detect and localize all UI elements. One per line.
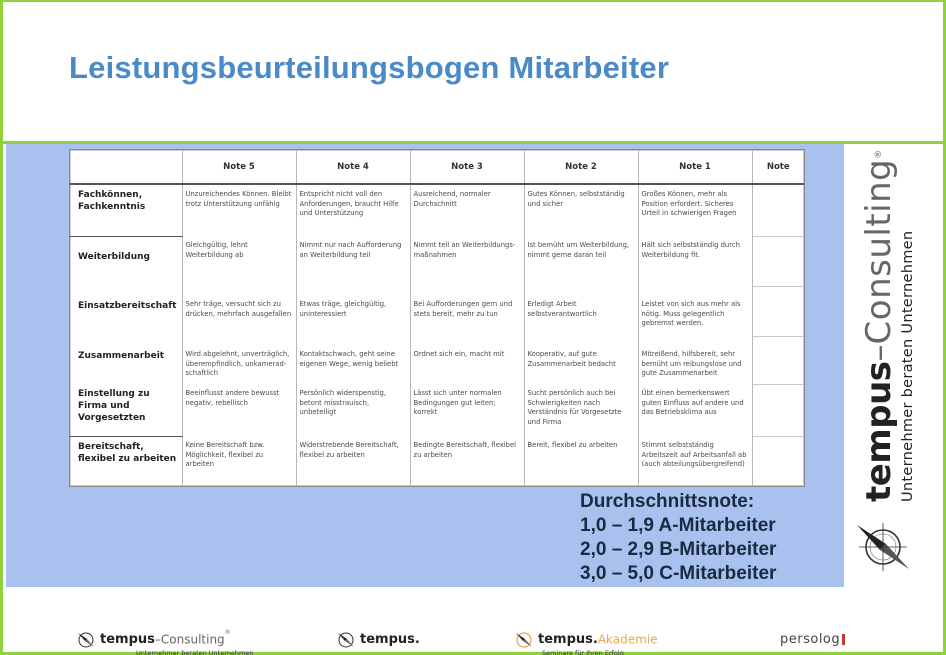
brand-logo-vertical <box>859 149 946 502</box>
criterion-label: Einstellung zu Firma und Vorgesetzten <box>70 384 182 436</box>
table-cell: Ordnet sich ein, macht mit <box>410 336 524 384</box>
grade-cell <box>752 336 804 384</box>
table-cell: Ausreichend, normaler Durchschnitt <box>410 184 524 236</box>
table-row <box>70 384 804 436</box>
footer-logo-persolog <box>780 629 845 648</box>
table-row <box>70 336 804 384</box>
table-cell: Entspricht nicht voll den Anforderungen, braucht Hilfe und Unterstützung <box>296 184 410 236</box>
table-cell: Keine Bereitschaft bzw. Möglichkeit, flexibel zu arbeiten <box>182 436 296 486</box>
table-cell: Gleichgültig, lehnt Weiterbildung ab <box>182 236 296 286</box>
table-cell: Stimmt selbstständig Arbeitszeit auf Arbeitsanfall ab (auch abteilungsübergreifend) <box>638 436 752 486</box>
table-cell: Nimmt teil an Weiterbildungs-maßnahmen <box>410 236 524 286</box>
average-heading: Durchschnittsnote: <box>580 491 755 512</box>
table-header <box>70 150 182 184</box>
brand-reg: ® <box>874 149 884 159</box>
brand-suffix: Consulting <box>859 158 899 345</box>
table-cell: Nimmt nur nach Aufforderung an Weiterbildung teil <box>296 236 410 286</box>
table-cell: Erledigt Arbeit selbstverantwortlich <box>524 286 638 336</box>
footer-brand-name: tempus. <box>538 632 598 647</box>
grade-cell <box>752 236 804 286</box>
table-header: Note 1 <box>638 150 752 184</box>
table-header-row <box>70 150 804 184</box>
grade-cell <box>752 384 804 436</box>
brand-dash: – <box>859 344 899 362</box>
criterion-label: Einsatzbereitschaft <box>78 301 177 311</box>
brand-tagline: Unternehmer beraten Unternehmen <box>900 230 916 502</box>
table-cell: Bei Aufforderungen gern und stets bereit, mehr zu tun <box>410 286 524 336</box>
table-cell: Beeinflusst andere bewusst negativ, rebellisch <box>182 384 296 436</box>
footer-logo-tempus <box>336 629 420 650</box>
footer-brand-suffix: Consulting <box>160 632 225 647</box>
table-cell: Lässt sich unter normalen Bedingungen gut leiten; korrekt <box>410 384 524 436</box>
average-line: 2,0 – 2,9 B-Mitarbeiter <box>580 539 777 560</box>
table-cell: Ist bemüht um Weiterbildung, nimmt gerne daran teil <box>524 236 638 286</box>
table-row <box>70 286 804 336</box>
compass-icon <box>76 630 96 650</box>
criterion-label: Zusammenarbeit <box>78 351 165 361</box>
table-cell: Unzureichendes Können. Bleibt trotz Unterstützung unfähig <box>182 184 296 236</box>
table-row <box>70 184 804 236</box>
compass-icon <box>853 517 913 577</box>
evaluation-sheet <box>69 149 805 487</box>
average-line: 3,0 – 5,0 C-Mitarbeiter <box>580 563 777 584</box>
compass-icon <box>336 630 356 650</box>
table-cell: Übt einen bemerkenswert guten Einfluss auf andere und das Betriebsklima aus <box>638 384 752 436</box>
table-cell: Sucht persönlich auch bei Schwierigkeiten nach Verständnis für Vorgesetzte und Firma <box>524 384 638 436</box>
table-header: Note 3 <box>410 150 524 184</box>
footer-brand-name: persolog <box>780 632 841 647</box>
evaluation-table <box>70 150 804 486</box>
table-cell: Leistet von sich aus mehr als nötig. Muss gelegentlich gebremst werden. <box>638 286 752 336</box>
footer-brand-suffix: Akademie <box>597 632 658 647</box>
table-cell: Wird abgelehnt, unverträglich, überempfindlich, unkamerad-schaftlich <box>182 336 296 384</box>
table-header: Note 4 <box>296 150 410 184</box>
table-header: Note 5 <box>182 150 296 184</box>
table-cell: Bereit, flexibel zu arbeiten <box>524 436 638 486</box>
brand-name: tempus <box>859 361 899 502</box>
footer-brand-dash: – <box>154 632 161 647</box>
table-cell: Sehr träge, versucht sich zu drücken, mehrfach ausgefallen <box>182 286 296 336</box>
table-header: Note 2 <box>524 150 638 184</box>
footer-brand-name: tempus. <box>360 632 420 647</box>
table-row <box>70 436 804 486</box>
table-cell: Hält sich selbstständig durch Weiterbildung fit. <box>638 236 752 286</box>
footer-brand-reg: ® <box>224 629 231 636</box>
persolog-bar-icon <box>842 634 845 645</box>
table-cell: Persönlich widerspenstig, betont misstrauisch, unbeteiligt <box>296 384 410 436</box>
criterion-label: Bereitschaft, flexibel zu arbeiten <box>78 441 177 464</box>
criterion-label: Fachkönnen, Fachkenntnis <box>70 184 182 236</box>
footer-tagline: Seminare für Ihren Erfolg <box>542 649 624 655</box>
table-cell: Gutes Können, selbstständig und sicher <box>524 184 638 236</box>
footer-logo-akademie <box>514 629 658 655</box>
footer-brand-name: tempus <box>100 632 155 647</box>
table-cell: Kontaktschwach, geht seine eigenen Wege, wenig beliebt <box>296 336 410 384</box>
table-header: Note <box>752 150 804 184</box>
average-line: 1,0 – 1,9 A-Mitarbeiter <box>580 515 776 536</box>
footer-logos <box>6 617 946 655</box>
table-cell: Bedingte Bereitschaft, flexibel zu arbeiten <box>410 436 524 486</box>
footer-logo-consulting <box>76 629 254 655</box>
grade-cell <box>752 184 804 236</box>
page-title: Leistungsbeurteilungsbogen Mitarbeiter <box>69 50 670 85</box>
grade-cell <box>752 436 804 486</box>
table-cell: Kooperativ, auf gute Zusammenarbeit bedacht <box>524 336 638 384</box>
table-row <box>70 236 804 286</box>
table-cell: Großes Können, mehr als Position erfordert. Sicheres Urteil in schwierigen Fragen <box>638 184 752 236</box>
grade-cell <box>752 286 804 336</box>
table-cell: Etwas träge, gleichgültig, uninteressiert <box>296 286 410 336</box>
average-grade-legend <box>580 490 776 586</box>
compass-icon <box>514 630 534 650</box>
criterion-label: Weiterbildung <box>78 251 150 262</box>
table-cell: Widerstrebende Bereitschaft, flexibel zu arbeiten <box>296 436 410 486</box>
table-cell: Mitreißend, hilfsbereit, sehr bemüht um reibungslose und gute Zusammenarbeit <box>638 336 752 384</box>
footer-tagline: Unternehmer beraten Unternehmen <box>136 649 254 655</box>
